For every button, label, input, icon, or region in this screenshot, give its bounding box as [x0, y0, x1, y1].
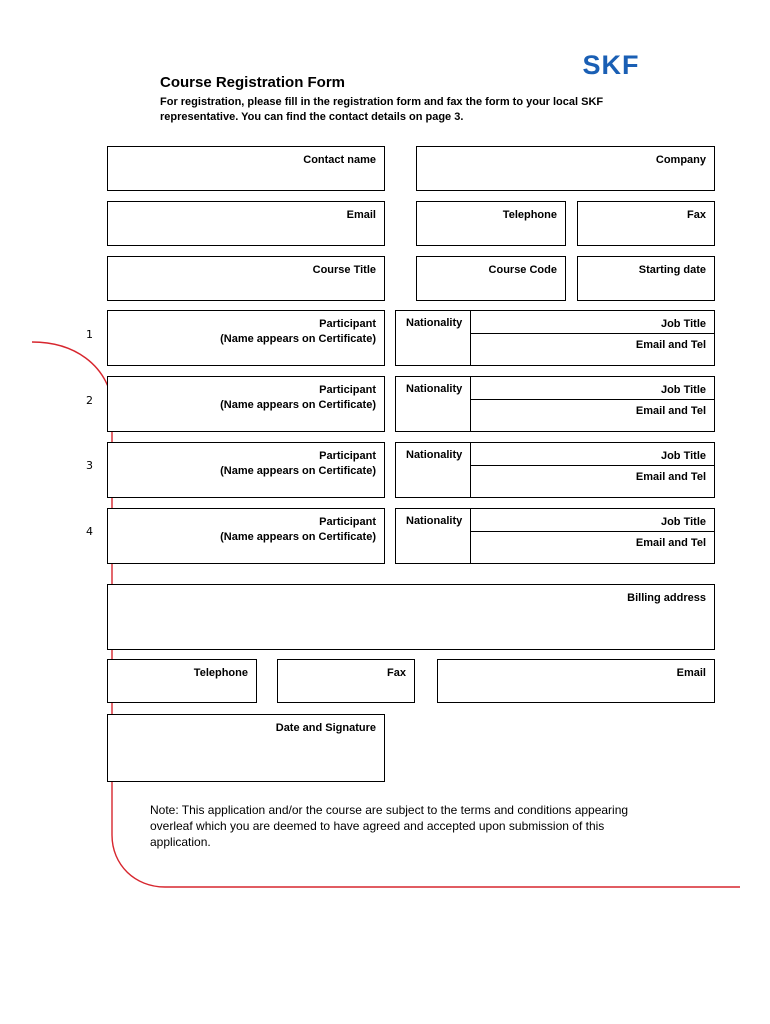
email-label: Email: [346, 209, 376, 221]
participant-number: 1: [86, 328, 93, 341]
nationality-label: Nationality: [406, 317, 463, 329]
participant-1-details[interactable]: [395, 310, 715, 366]
date-signature-field[interactable]: [107, 714, 385, 782]
date-signature-label: Date and Signature: [275, 722, 376, 734]
nationality-label: Nationality: [406, 515, 463, 527]
billing-address-label: Billing address: [627, 592, 706, 604]
billing-email-field[interactable]: [437, 659, 715, 703]
billing-email-label: Email: [676, 667, 706, 679]
starting-date-label: Starting date: [638, 264, 706, 276]
billing-telephone-label: Telephone: [193, 667, 248, 679]
participant-label: Participant (Name appears on Certificate): [220, 318, 376, 345]
participant-number: 4: [86, 525, 93, 538]
participant-4-name-field[interactable]: [107, 508, 385, 564]
company-label: Company: [655, 154, 706, 166]
email-tel-label: Email and Tel: [635, 405, 706, 417]
contact-name-field[interactable]: [107, 146, 385, 191]
intro-text: For registration, please fill in the registration form and fax the form to your local SKF representative. You can find the contact details on page 3.: [160, 96, 604, 123]
course-title-label: Course Title: [312, 264, 376, 276]
email-tel-label: Email and Tel: [635, 339, 706, 351]
contact-name-label: Contact name: [303, 154, 376, 166]
starting-date-field[interactable]: [577, 256, 715, 301]
email-tel-label: Email and Tel: [635, 537, 706, 549]
email-field[interactable]: [107, 201, 385, 246]
billing-fax-label: Fax: [387, 667, 406, 679]
participant-number: 3: [86, 459, 93, 472]
job-title-label: Job Title: [660, 384, 706, 396]
participant-3-name-field[interactable]: [107, 442, 385, 498]
participant-number: 2: [86, 394, 93, 407]
course-title-field[interactable]: [107, 256, 385, 301]
job-title-label: Job Title: [660, 516, 706, 528]
telephone-label: Telephone: [502, 209, 557, 221]
fax-field[interactable]: [577, 201, 715, 246]
course-code-label: Course Code: [488, 264, 557, 276]
job-title-label: Job Title: [660, 318, 706, 330]
nationality-label: Nationality: [406, 449, 463, 461]
telephone-field[interactable]: [416, 201, 566, 246]
billing-fax-field[interactable]: [277, 659, 415, 703]
fax-label: Fax: [687, 209, 706, 221]
svg-text:SKF: SKF: [582, 52, 640, 78]
nationality-label: Nationality: [406, 383, 463, 395]
company-field[interactable]: [416, 146, 715, 191]
email-tel-label: Email and Tel: [635, 471, 706, 483]
participant-1-name-field[interactable]: [107, 310, 385, 366]
page-title: Course Registration Form: [160, 74, 346, 91]
skf-logo: [566, 52, 656, 78]
participant-label: Participant (Name appears on Certificate): [220, 384, 376, 411]
terms-note: Note: This application and/or the course are subject to the terms and conditions appearing overleaf which you are deemed to have agreed and accepted upon submission of this application.: [150, 803, 629, 849]
participant-label: Participant (Name appears on Certificate): [220, 450, 376, 477]
billing-telephone-field[interactable]: [107, 659, 257, 703]
participant-3-details[interactable]: [395, 442, 715, 498]
participant-label: Participant (Name appears on Certificate): [220, 516, 376, 543]
job-title-label: Job Title: [660, 450, 706, 462]
participant-4-details[interactable]: [395, 508, 715, 564]
billing-address-field[interactable]: [107, 584, 715, 650]
participant-2-details[interactable]: [395, 376, 715, 432]
course-code-field[interactable]: [416, 256, 566, 301]
participant-2-name-field[interactable]: [107, 376, 385, 432]
